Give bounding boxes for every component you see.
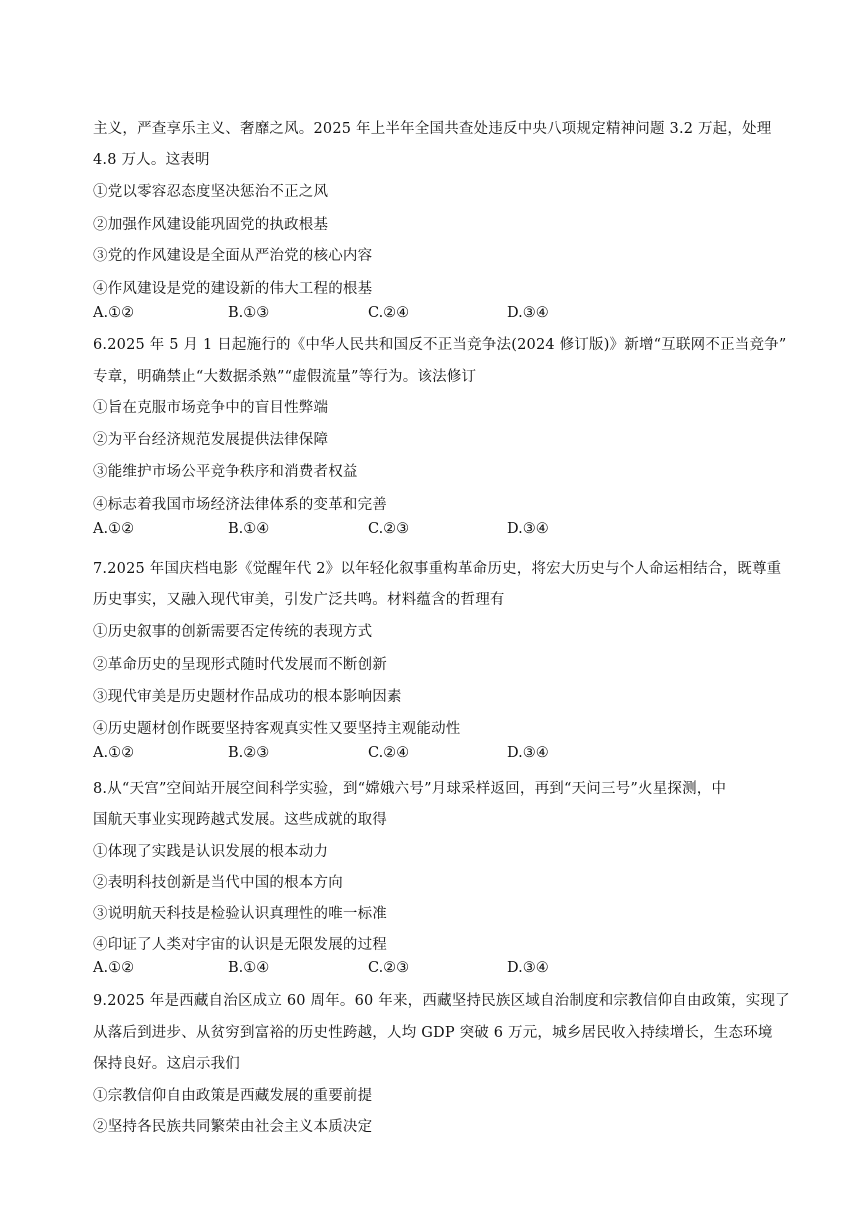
q5-statement-3: ③党的作风建设是全面从严治党的核心内容 — [93, 248, 373, 264]
q9-statement-2: ②坚持各民族共同繁荣由社会主义本质决定 — [93, 1119, 373, 1135]
q6-option-a[interactable]: A.①② — [93, 521, 135, 537]
q7-stem-line-2: 历史事实，又融入现代审美，引发广泛共鸣。材料蕴含的哲理有 — [93, 592, 505, 608]
q9-stem-line-2: 从落后到进步、从贫穷到富裕的历史性跨越，人均 GDP 突破 6 万元，城乡居民收入持续增长，生态环境 — [93, 1025, 773, 1041]
q5-option-c[interactable]: C.②④ — [368, 305, 410, 321]
q8-options — [93, 958, 793, 978]
q7-statement-3: ③现代审美是历史题材作品成功的根本影响因素 — [93, 689, 402, 705]
q5-option-b[interactable]: B.①③ — [228, 305, 270, 321]
q8-option-b[interactable]: B.①④ — [228, 960, 270, 976]
q5-stem-line-2: 4.8 万人。这表明 — [93, 152, 210, 168]
q7-statement-2: ②革命历史的呈现形式随时代发展而不断创新 — [93, 657, 387, 673]
q6-options — [93, 519, 793, 539]
q7-option-b[interactable]: B.②③ — [228, 745, 270, 761]
q8-stem-line-1: 8.从“天宫”空间站开展空间科学实验，到“嫦娥六号”月球采样返回，再到“天问三号”火星探测，中 — [93, 781, 727, 797]
q8-option-a[interactable]: A.①② — [93, 960, 135, 976]
q8-statement-3: ③说明航天科技是检验认识真理性的唯一标准 — [93, 906, 387, 922]
q8-option-d[interactable]: D.③④ — [507, 960, 549, 976]
q6-statement-4: ④标志着我国市场经济法律体系的变革和完善 — [93, 497, 387, 513]
q6-statement-1: ①旨在克服市场竞争中的盲目性弊端 — [93, 400, 329, 416]
q5-option-d[interactable]: D.③④ — [507, 305, 549, 321]
q7-option-d[interactable]: D.③④ — [507, 745, 549, 761]
q8-stem-line-2: 国航天事业实现跨越式发展。这些成就的取得 — [93, 812, 387, 828]
q5-options — [93, 303, 793, 323]
q9-stem-line-3: 保持良好。这启示我们 — [93, 1056, 240, 1072]
q7-option-c[interactable]: C.②④ — [368, 745, 410, 761]
q8-statement-4: ④印证了人类对宇宙的认识是无限发展的过程 — [93, 937, 387, 953]
q8-option-c[interactable]: C.②③ — [368, 960, 410, 976]
q6-option-b[interactable]: B.①④ — [228, 521, 270, 537]
q6-option-c[interactable]: C.②③ — [368, 521, 410, 537]
q6-statement-3: ③能维护市场公平竞争秩序和消费者权益 — [93, 464, 358, 480]
q5-statement-2: ②加强作风建设能巩固党的执政根基 — [93, 217, 329, 233]
q5-statement-4: ④作风建设是党的建设新的伟大工程的根基 — [93, 281, 373, 297]
q9-statement-1: ①宗教信仰自由政策是西藏发展的重要前提 — [93, 1088, 373, 1104]
q6-stem-line-2: 专章，明确禁止“大数据杀熟”“虚假流量”等行为。该法修订 — [93, 369, 477, 385]
q9-stem-line-1: 9.2025 年是西藏自治区成立 60 周年。60 年来，西藏坚持民族区域自治制度和宗教信仰自由政策，实现了 — [93, 993, 790, 1009]
q7-options — [93, 743, 793, 763]
q6-stem-line-1: 6.2025 年 5 月 1 日起施行的《中华人民共和国反不正当竞争法(2024 修订版)》新增“互联网不正当竞争” — [93, 337, 787, 353]
q7-stem-line-1: 7.2025 年国庆档电影《觉醒年代 2》以年轻化叙事重构革命历史，将宏大历史与个人命运相结合，既尊重 — [93, 561, 782, 577]
q6-statement-2: ②为平台经济规范发展提供法律保障 — [93, 432, 329, 448]
q5-option-a[interactable]: A.①② — [93, 305, 135, 321]
q8-statement-1: ①体现了实践是认识发展的根本动力 — [93, 844, 329, 860]
q5-statement-1: ①党以零容忍态度坚决惩治不正之风 — [93, 184, 329, 200]
q7-option-a[interactable]: A.①② — [93, 745, 135, 761]
q7-statement-1: ①历史叙事的创新需要否定传统的表现方式 — [93, 624, 373, 640]
q5-stem-line-1: 主义，严查享乐主义、奢靡之风。2025 年上半年全国共查处违反中央八项规定精神问题 3.2 万起，处理 — [93, 121, 772, 137]
q6-option-d[interactable]: D.③④ — [507, 521, 549, 537]
q7-statement-4: ④历史题材创作既要坚持客观真实性又要坚持主观能动性 — [93, 721, 461, 737]
q8-statement-2: ②表明科技创新是当代中国的根本方向 — [93, 875, 343, 891]
